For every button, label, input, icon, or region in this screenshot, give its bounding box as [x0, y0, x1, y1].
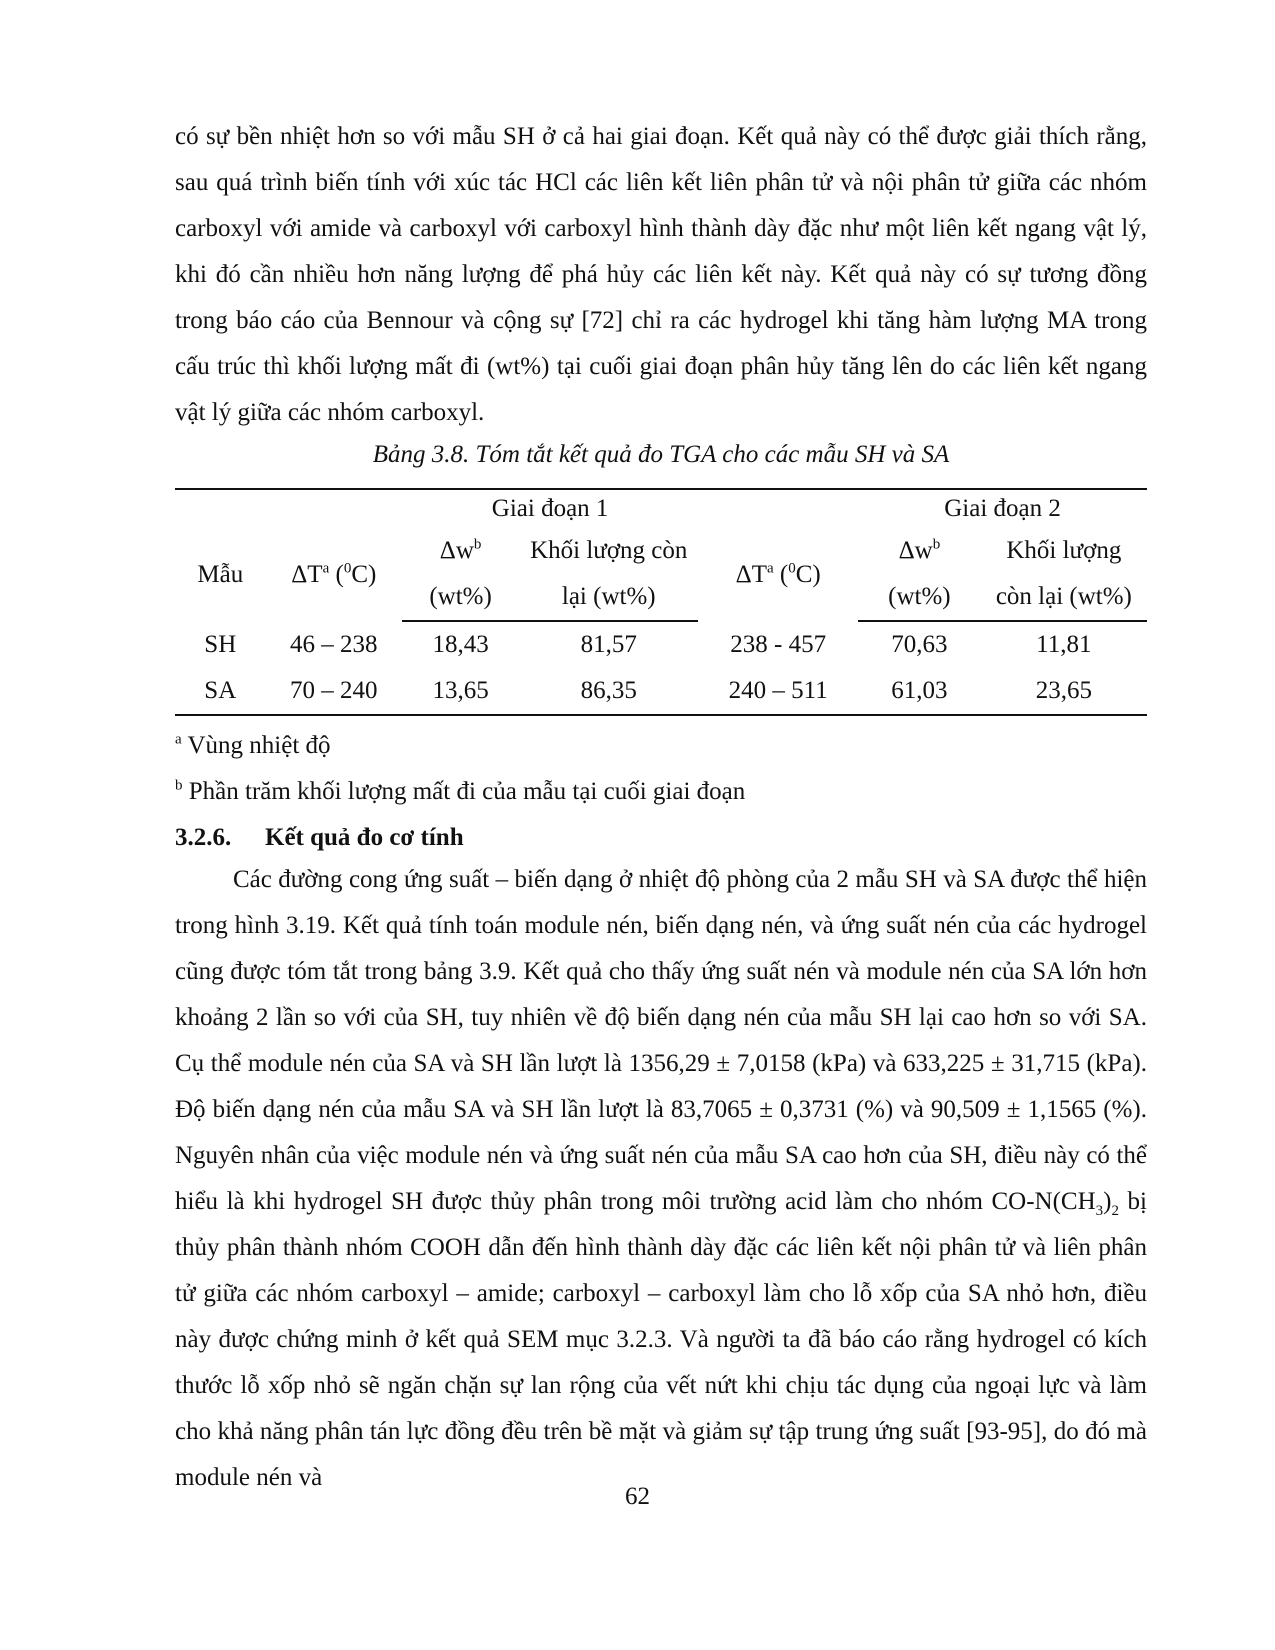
cell-sample: SA	[175, 668, 266, 715]
col-unit-remaining-mass-stage-1: lại (wt%)	[519, 574, 698, 621]
page-number: 62	[625, 1483, 650, 1510]
cell-delta-t-stage-1: 70 – 240	[266, 668, 402, 715]
col-header-delta-w-stage-1: $\Delta w^b$	[439, 536, 482, 564]
cell-remaining-stage-1: 86,35	[519, 668, 698, 715]
stage-2-header: Giai đoạn 2	[858, 489, 1147, 528]
col-header-delta-t-stage-2: $\Delta T^a$ ($^0$C)	[735, 560, 821, 588]
paragraph-thermal-stability	[175, 114, 1147, 436]
col-header-delta-t-stage-1: $\Delta T^a$ ($^0$C)	[291, 560, 377, 588]
tga-results-table	[175, 488, 1147, 716]
table-row	[175, 621, 1147, 668]
table-header-row-columns	[175, 528, 1147, 574]
table-caption: Bảng 3.8. Tóm tắt kết quả đo TGA cho các mẫu SH và SA	[372, 441, 950, 468]
footnote-a: $^a$ Vùng nhiệt độ	[175, 731, 331, 759]
cell-delta-t-stage-2: 238 - 457	[730, 630, 827, 658]
section-number: 3.2.6.	[175, 824, 232, 851]
table-header-row-stages	[175, 489, 1147, 528]
cell-delta-w-stage-1: 18,43	[432, 631, 489, 658]
paragraph-text: có sự bền nhiệt hơn so với mẫu SH ở cả hai giai đoạn. Kết quả này có thể được giải thích rằng, sau quá trình biến tính với xúc tác HCl các liên kết liên phân tử và nội phân tử giữa các nhóm carboxyl với amide và carboxyl với carboxyl hình thành dày đặc như một liên kết ngang vật lý, khi đó cần nhiều hơn năng lượng để phá hủy các liên kết này. Kết quả này có sự tương đồng trong báo cáo của Bennour và cộng sự [72] chỉ ra các hydrogel khi tăng hàm lượng MA trong cấu trúc thì khối lượng mất đi (wt%) tại cuối giai đoạn phân hủy tăng lên do các liên kết ngang vật lý giữa các nhóm carboxyl.	[175, 123, 1147, 426]
table-row	[175, 668, 1147, 715]
cell-delta-w-stage-2: 70,63	[891, 631, 948, 658]
cell-remaining-stage-2: 11,81	[1036, 631, 1092, 658]
paragraph-mechanical-properties	[175, 857, 1147, 1501]
section-title: Kết quả đo cơ tính	[265, 824, 464, 851]
col-header-remaining-mass-stage-2: Khối lượng	[1006, 537, 1122, 564]
col-unit-remaining-mass-stage-2: còn lại (wt%)	[981, 574, 1147, 621]
cell-delta-w-stage-1: 13,65	[402, 668, 519, 715]
col-unit-delta-w-stage-1: (wt%)	[402, 574, 519, 621]
cell-delta-t-stage-1: 46 – 238	[290, 630, 378, 658]
section-heading	[175, 820, 464, 856]
cell-remaining-stage-2: 23,65	[981, 668, 1147, 715]
col-unit-delta-w-stage-2: (wt%)	[858, 574, 981, 621]
paragraph-text: Các đường cong ứng suất – biến dạng ở nhiệt độ phòng của 2 mẫu SH và SA được thể hiện trong hình 3.19. Kết quả tính toán module nén, biến dạng nén, và ứng suất nén của các hydrogel cũng được tóm tắt trong bảng 3.9. Kết quả cho thấy ứng suất nén và module nén của SA lớn hơn khoảng 2 lần so với của SH, tuy nhiên về độ biến dạng nén của mẫu SH lại cao hơn so với SA. Cụ thể module nén của SA và SH lần lượt là 1356,29 ± 7,0158 (kPa) và 633,225 ± 31,715 (kPa). Độ biến dạng nén của mẫu SA và SH lần lượt là 83,7065 ± 0,3731 (%) và 90,509 ± 1,1565 (%). Nguyên nhân của việc module nén và ứng suất nén của mẫu SA cao hơn của SH, điều này có thể hiểu là khi hydrogel SH được thủy phân trong môi trường acid làm cho nhóm $CO-N(CH_3)_2$ bị thủy phân thành nhóm COOH dẫn đến hình thành dày đặc các liên kết nội phân tử và liên phân tử giữa các nhóm carboxyl – amide; carboxyl – carboxyl làm cho lỗ xốp của SA nhỏ hơn, điều này được chứng minh ở kết quả SEM mục 3.2.3. Và người ta đã báo cáo rằng hydrogel có kích thước lỗ xốp nhỏ sẽ ngăn chặn sự lan rộng của vết nứt khi chịu tác dụng của ngoại lực và làm cho khả năng phân tán lực đồng đều trên bề mặt và giảm sự tập trung ứng suất [93-95], do đó mà module nén và	[175, 866, 1147, 1491]
col-header-remaining-mass-stage-1: Khối lượng còn	[530, 537, 688, 564]
cell-sample: SH	[204, 630, 237, 658]
col-header-sample: Mẫu	[197, 560, 244, 588]
footnote-b: $^b$ Phần trăm khối lượng mất đi của mẫu tại cuối giai đoạn	[175, 777, 746, 805]
cell-delta-t-stage-2: 240 – 511	[698, 668, 858, 715]
col-header-delta-w-stage-2: $\Delta w^b$	[898, 536, 941, 564]
cell-remaining-stage-1: 81,57	[580, 631, 637, 658]
stage-1-header: Giai đoạn 1	[402, 489, 698, 528]
cell-delta-w-stage-2: 61,03	[858, 668, 981, 715]
